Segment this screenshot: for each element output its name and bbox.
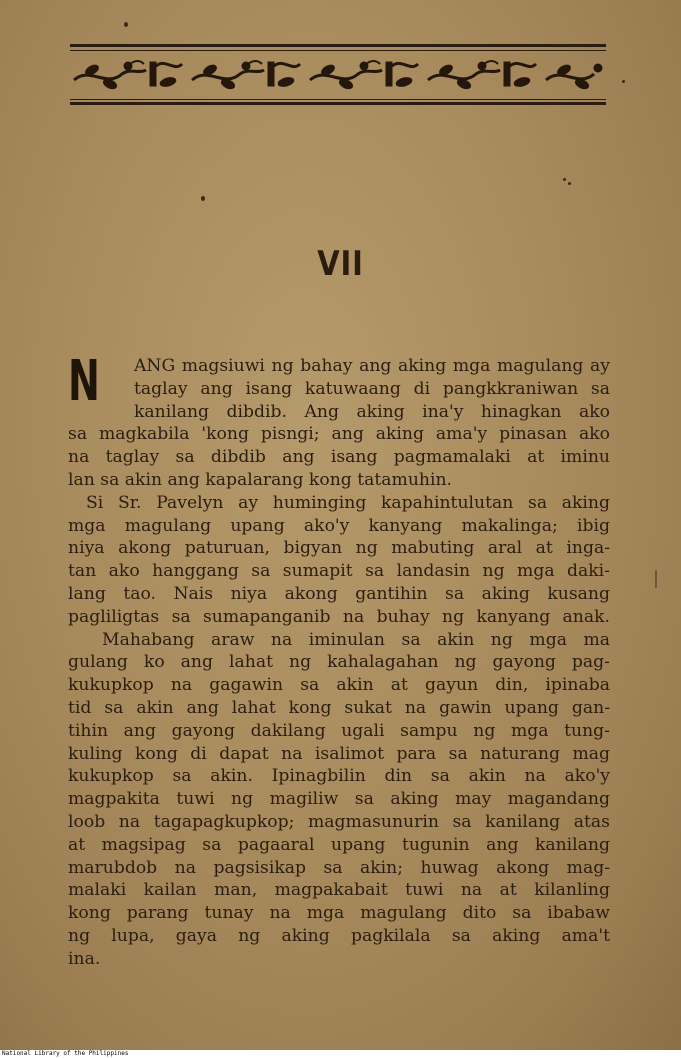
chapter-body-text [68, 349, 610, 971]
page-speck [655, 570, 657, 588]
text-line: marubdob na pagsisikap sa akin; huwag akong mag- [68, 857, 610, 878]
text-line: sa magkabila 'kong pisngi; ang aking ama'y pinasan ako [68, 424, 610, 445]
text-line: kanilang dibdib. Ang aking ina'y hinagkan ako [134, 401, 610, 422]
text-line: at magsipag sa pagaaral upang tugunin ang kanilang [68, 834, 610, 855]
vine-motif [74, 61, 182, 91]
text-line: kukupkop sa akin. Ipinagbilin din sa akin na ako'y [68, 766, 610, 787]
text-line: kukupkop na gagawin sa akin at gayun din, ipinaba [68, 675, 610, 696]
page-speck [563, 178, 566, 181]
text-line: ina. [68, 948, 101, 969]
text-line: ANG magsiuwi ng bahay ang aking mga magulang ay [134, 356, 610, 376]
text-line: lang tao. Nais niya akong gantihin sa aking kusang [68, 583, 610, 604]
text-line: magpakita tuwi ng magiliw sa aking may magandang [68, 789, 610, 810]
text-line: pagliligtas sa sumapanganib na buhay ng kanyang anak. [68, 606, 610, 627]
text-line: malaki kailan man, magpakabait tuwi na at kilanling [68, 880, 610, 901]
text-line: lan sa akin ang kapalarang kong tatamuhin. [68, 469, 453, 490]
text-line: Si Sr. Pavelyn ay huminging kapahintulutan sa aking [86, 492, 610, 513]
text-line: na taglay sa dibdib ang isang pagmamalaki at iminu [68, 447, 610, 468]
text-line: Mahabang araw na iminulan sa akin ng mga ma [102, 629, 610, 650]
page-speck [124, 22, 128, 27]
text-line: mga magulang upang ako'y kanyang makalinga; ibig [68, 515, 610, 536]
page-speck [201, 196, 205, 201]
text-line: gulang ko ang lahat ng kahalagahan ng gayong pag- [68, 652, 610, 673]
text-line: taglay ang isang katuwaang di pangkkraniwan sa [134, 378, 610, 399]
library-credit: National Library of the Philippines [0, 1050, 681, 1058]
page-speck [622, 80, 625, 83]
text-line: tihin ang gayong dakilang ugali sampu ng mga tung- [68, 720, 610, 741]
text-line: loob na tagapagkupkop; magmasunurin sa kanilang atas [68, 811, 610, 832]
text-line: kuling kong di dapat na isalimot para sa naturang mag [68, 743, 610, 764]
text-line: ng lupa, gaya ng aking pagkilala sa aking ama't [68, 925, 610, 946]
text-line: tan ako hanggang sa sumapit sa landasin ng mga daki- [68, 561, 610, 582]
text-line: tid sa akin ang lahat kong sukat na gawin upang gan- [68, 697, 610, 718]
text-line: niya akong paturuan, bigyan ng mabuting aral at inga- [68, 538, 610, 559]
page-speck [568, 182, 571, 185]
chapter-number: VII [317, 244, 364, 284]
decorative-header-border [70, 44, 606, 106]
text-line: kong parang tunay na mga magulang dito sa ibabaw [68, 903, 610, 924]
drop-cap: N [68, 349, 100, 414]
